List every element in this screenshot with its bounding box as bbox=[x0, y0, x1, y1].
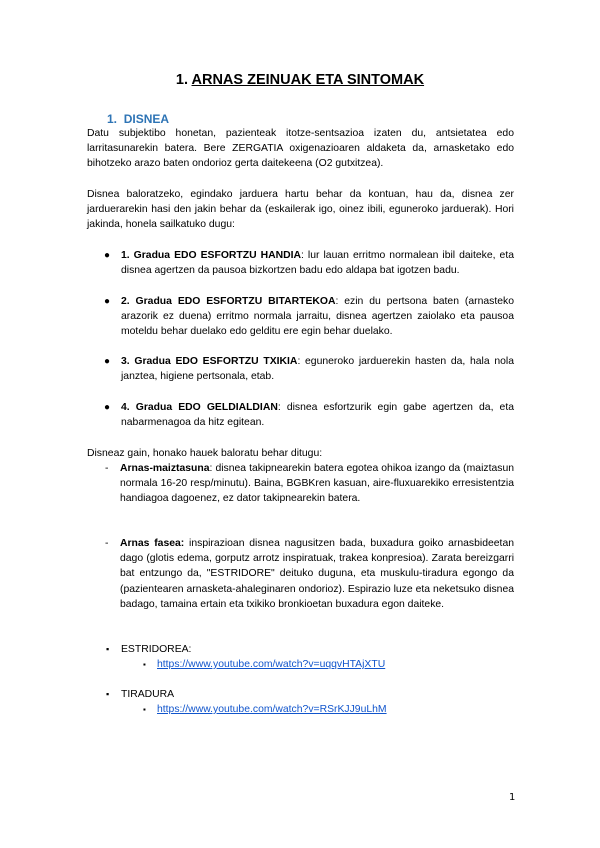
bullet-icon: ● bbox=[104, 356, 111, 367]
assessment-item-2 bbox=[105, 536, 514, 612]
grade-text: : eguneroko jarduerekin hasten da, hala nola janztea, higiene pertsonala, etab. bbox=[121, 356, 514, 383]
video-link-tiradura[interactable]: https://www.youtube.com/watch?v=RSrKJJ9uLhM bbox=[157, 704, 387, 715]
title-text: ARNAS ZEINUAK ETA SINTOMAK bbox=[191, 72, 425, 88]
grade-label: 1. Gradua EDO ESFORTZU HANDIA bbox=[121, 250, 302, 261]
bullet-icon: ● bbox=[104, 402, 111, 413]
page-title bbox=[0, 72, 600, 88]
square-bullet-icon: ▪ bbox=[143, 705, 146, 714]
grade-label: 3. Gradua EDO ESFORTZU TXIKIA bbox=[121, 356, 298, 367]
assessment-item-1 bbox=[105, 461, 514, 507]
item-label: Arnas fasea: bbox=[120, 538, 185, 549]
paragraph-assessment: Disnea baloratzeko, egindako jarduera hartu behar da kontuan, hau da, disnea zer jarduerarekin hasi den jakin behar da (eskailerak igo, oinez ibili, eguneroko jarduerak). Hori jakinda, honela sailkatuko dugu: bbox=[87, 189, 514, 231]
section-number: 1. bbox=[107, 112, 118, 126]
video-label-tiradura: ▪ TIRADURA bbox=[106, 687, 174, 702]
grade-item-2 bbox=[104, 294, 514, 340]
grade-label: 2. Gradua EDO ESFORTZU BITARTEKOA bbox=[121, 296, 336, 307]
grade-label: 4. Gradua EDO GELDIALDIAN bbox=[121, 402, 278, 413]
paragraph-additional: Disneaz gain, honako hauek baloratu behar ditugu: bbox=[87, 448, 323, 459]
video-link-estridorea[interactable]: https://www.youtube.com/watch?v=uqqvHTAjXTU bbox=[157, 659, 386, 670]
grade-item-3 bbox=[104, 354, 514, 384]
page-number: 1 bbox=[509, 792, 516, 803]
bullet-icon: ● bbox=[104, 250, 111, 261]
section-heading bbox=[107, 112, 169, 126]
dash-marker-icon: - bbox=[105, 463, 109, 474]
title-number: 1. bbox=[175, 72, 189, 88]
item-text: : disnea takipnearekin batera egotea ohikoa izango da (maiztasun normala 16-20 resp/minutu). Baina, BGBKren kasuan, aire-fluxuarekiko erresistentzia handiagoa dagoenez, ez dator takipnearekin batera. bbox=[120, 463, 514, 505]
grade-text: : disnea esfortzurik egin gabe agertzen da, eta nabarmenagoa da hitz egitean. bbox=[121, 402, 514, 429]
grade-text: : ezin du pertsona baten (arnasteko arazorik ez duena) erritmo normala jarraitu, disnea agertzen zaiolako eta pausoa moteldu behar duelako edo gelditu ere egin behar duelako. bbox=[121, 296, 514, 338]
paragraph-intro: Datu subjektibo honetan, pazienteak itotze-sentsazioa izaten du, antsietatea edo larritasunarekin batera. Bere ZERGATIA oxigenazioaren aldaketa da, arnasketako edo bihotzeko arazo baten ondorioz gerta daitekeena (O2 gutxitzea). bbox=[87, 128, 514, 170]
video-link-tiradura-row bbox=[143, 702, 387, 717]
bullet-icon: ● bbox=[104, 296, 111, 307]
square-bullet-icon: ▪ bbox=[106, 689, 110, 699]
square-bullet-icon: ▪ bbox=[106, 644, 110, 654]
item-text: inspirazioan disnea nagusitzen bada, buxadura goiko arnasbideetan dago (glotis edema, gorputz arrotz inspiratuak, trakea konpresioa). Zarata bereizgarri bat entzungo da, "ESTRIDORE" deituko duguna, eta muskulu-tiradura egongo da (pazientearen arnasketa-ahaleginaren ondorioz). Espirazio luze eta neketsuko disnea badago, tamaina ertain eta txikiko bronkioetan buxadura egon daiteke. bbox=[120, 538, 514, 610]
item-label: Arnas-maiztasuna bbox=[120, 463, 210, 474]
square-bullet-icon: ▪ bbox=[143, 660, 146, 669]
grade-item-4 bbox=[104, 400, 514, 430]
video-label-estridorea: ▪ ESTRIDOREA: bbox=[106, 642, 191, 657]
section-title: DISNEA bbox=[123, 112, 170, 126]
dash-marker-icon: - bbox=[105, 538, 109, 549]
grade-item-1 bbox=[104, 248, 514, 278]
grade-text: : lur lauan erritmo normalean ibil daiteke, eta disnea agertzen da pausoa bizkortzen badu edo aldapa bat igotzen badu. bbox=[121, 250, 514, 277]
video-link-estridorea-row bbox=[143, 657, 385, 672]
